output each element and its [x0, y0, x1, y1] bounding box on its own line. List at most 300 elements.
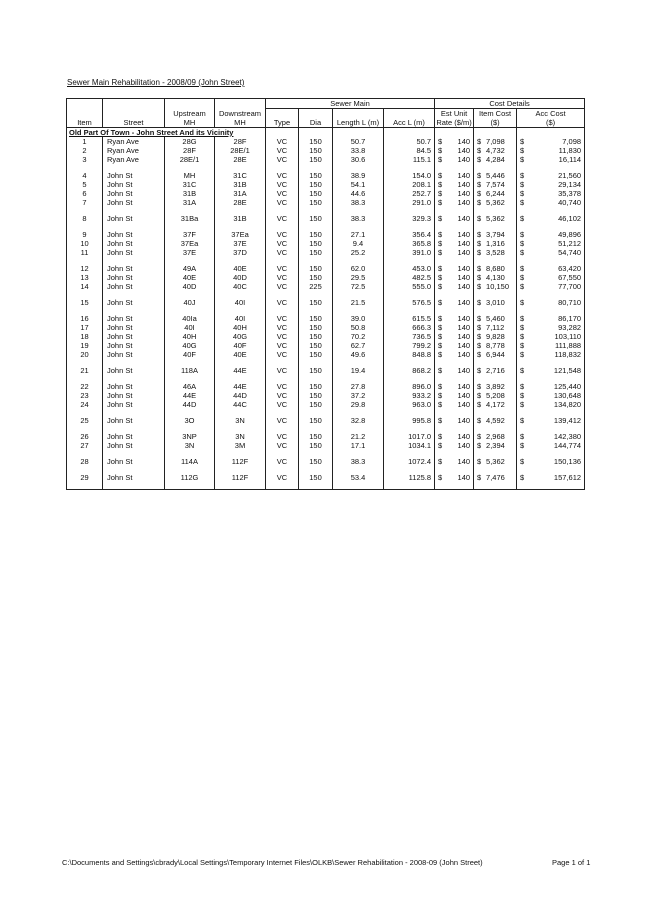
- acc-length-cell: 963.0: [384, 400, 435, 409]
- acc-cost-cell: [517, 400, 585, 409]
- currency-symbol: $: [520, 314, 525, 323]
- acc-cost-cell: [517, 264, 585, 273]
- length-cell: 38.3: [333, 198, 384, 207]
- acc-cost-cell-value: 16,114: [558, 155, 582, 164]
- acc-cost-cell: [517, 189, 585, 198]
- length-cell: 27.8: [333, 382, 384, 391]
- downstream-mh-cell: 31B: [215, 180, 266, 189]
- acc-length-cell: 576.5: [384, 298, 435, 307]
- dia-cell: 150: [299, 146, 333, 155]
- downstream-mh-cell: 44E: [215, 366, 266, 375]
- rate-cell: [435, 273, 474, 282]
- item-cell: 26: [67, 432, 103, 441]
- header-row-2: [67, 109, 585, 119]
- rate-cell-value: 140: [457, 282, 471, 291]
- item-cell: 25: [67, 416, 103, 425]
- rate-cell-value: 140: [457, 350, 471, 359]
- rate-cell: [435, 416, 474, 425]
- downstream-header-2: MH: [215, 118, 266, 128]
- currency-symbol: $: [477, 366, 482, 375]
- street-cell: John St: [103, 341, 165, 350]
- item-cost-cell-value: 5,362: [486, 214, 505, 223]
- upstream-mh-cell: 40J: [165, 298, 215, 307]
- footer-page: Page 1 of 1: [552, 858, 591, 867]
- currency-symbol: $: [477, 273, 482, 282]
- type-cell: VC: [266, 350, 299, 359]
- item-cost-cell-value: 1,316: [486, 239, 505, 248]
- dia-cell: 150: [299, 198, 333, 207]
- street-cell: John St: [103, 198, 165, 207]
- acc-cost-cell-value: 157,612: [553, 473, 582, 482]
- table-row: [67, 155, 585, 164]
- street-cell: John St: [103, 298, 165, 307]
- currency-symbol: $: [477, 432, 482, 441]
- upstream-mh-cell: 28F: [165, 146, 215, 155]
- currency-symbol: $: [438, 180, 443, 189]
- currency-symbol: $: [520, 264, 525, 273]
- type-cell: VC: [266, 323, 299, 332]
- dia-cell: 225: [299, 282, 333, 291]
- item-cost-cell: [474, 137, 517, 146]
- currency-symbol: $: [520, 323, 525, 332]
- upstream-mh-cell: 40G: [165, 341, 215, 350]
- acc-cost-cell: [517, 473, 585, 482]
- length-cell: 21.5: [333, 298, 384, 307]
- upstream-mh-cell: 3N: [165, 441, 215, 450]
- item-cost-cell: [474, 248, 517, 257]
- item-cell: 18: [67, 332, 103, 341]
- acc-cost-header-1: Acc Cost: [517, 109, 585, 119]
- rate-cell: [435, 248, 474, 257]
- table-row: [67, 441, 585, 450]
- acc-length-cell: 933.2: [384, 391, 435, 400]
- dia-cell: 150: [299, 230, 333, 239]
- rate-cell-value: 140: [457, 400, 471, 409]
- type-cell: VC: [266, 416, 299, 425]
- sewer-main-header: Sewer Main: [266, 99, 435, 109]
- table-row: [67, 214, 585, 223]
- currency-symbol: $: [438, 137, 443, 146]
- acc-cost-cell-value: 77,700: [558, 282, 582, 291]
- header-row-1: [67, 99, 585, 109]
- downstream-mh-cell: 3N: [215, 432, 266, 441]
- rate-cell-value: 140: [457, 264, 471, 273]
- currency-symbol: $: [477, 239, 482, 248]
- upstream-mh-cell: 3O: [165, 416, 215, 425]
- downstream-mh-cell: 40F: [215, 341, 266, 350]
- spacer-row: [67, 375, 585, 382]
- dia-cell: 150: [299, 341, 333, 350]
- acc-cost-cell: [517, 382, 585, 391]
- currency-symbol: $: [520, 230, 525, 239]
- currency-symbol: $: [520, 366, 525, 375]
- acc-length-cell: 1017.0: [384, 432, 435, 441]
- dia-cell: 150: [299, 350, 333, 359]
- spacer-row: [67, 425, 585, 432]
- street-cell: John St: [103, 457, 165, 466]
- length-cell: 19.4: [333, 366, 384, 375]
- upstream-mh-cell: 112G: [165, 473, 215, 482]
- item-cell: 29: [67, 473, 103, 482]
- item-cost-cell: [474, 441, 517, 450]
- acc-length-cell: 252.7: [384, 189, 435, 198]
- currency-symbol: $: [438, 273, 443, 282]
- rate-cell: [435, 230, 474, 239]
- item-cost-cell: [474, 189, 517, 198]
- rate-cell-value: 140: [457, 323, 471, 332]
- downstream-mh-cell: 37D: [215, 248, 266, 257]
- acc-cost-cell-value: 139,412: [553, 416, 582, 425]
- type-cell: VC: [266, 473, 299, 482]
- downstream-mh-cell: 37Ea: [215, 230, 266, 239]
- type-cell: VC: [266, 298, 299, 307]
- length-cell: 37.2: [333, 391, 384, 400]
- item-cell: 1: [67, 137, 103, 146]
- length-header: Length L (m): [333, 118, 384, 128]
- currency-symbol: $: [438, 382, 443, 391]
- currency-symbol: $: [477, 400, 482, 409]
- item-cost-cell-value: 3,892: [486, 382, 505, 391]
- street-cell: John St: [103, 323, 165, 332]
- currency-symbol: $: [438, 432, 443, 441]
- table-row: [67, 341, 585, 350]
- table-row: [67, 230, 585, 239]
- length-cell: 49.6: [333, 350, 384, 359]
- acc-cost-cell: [517, 391, 585, 400]
- type-header: Type: [266, 118, 299, 128]
- dia-header: Dia: [299, 118, 333, 128]
- rate-cell: [435, 432, 474, 441]
- table-row: [67, 146, 585, 155]
- acc-length-cell: 736.5: [384, 332, 435, 341]
- currency-symbol: $: [520, 400, 525, 409]
- dia-cell: 150: [299, 323, 333, 332]
- currency-symbol: $: [520, 137, 525, 146]
- item-cell: 8: [67, 214, 103, 223]
- item-cost-header-2: ($): [474, 118, 517, 128]
- downstream-mh-cell: 40E: [215, 350, 266, 359]
- item-cost-cell-value: 2,716: [486, 366, 505, 375]
- length-cell: 32.8: [333, 416, 384, 425]
- type-cell: VC: [266, 214, 299, 223]
- street-cell: John St: [103, 382, 165, 391]
- item-cost-cell-value: 5,446: [486, 171, 505, 180]
- dia-cell: 150: [299, 441, 333, 450]
- item-cost-cell-value: 8,778: [486, 341, 505, 350]
- rate-cell-value: 140: [457, 230, 471, 239]
- item-cell: 20: [67, 350, 103, 359]
- downstream-mh-cell: 44E: [215, 382, 266, 391]
- rate-cell: [435, 264, 474, 273]
- rate-cell: [435, 332, 474, 341]
- item-cost-cell-value: 5,460: [486, 314, 505, 323]
- upstream-mh-cell: 40H: [165, 332, 215, 341]
- acc-length-cell: 84.5: [384, 146, 435, 155]
- currency-symbol: $: [477, 441, 482, 450]
- dia-cell: 150: [299, 332, 333, 341]
- table-row: [67, 350, 585, 359]
- street-cell: John St: [103, 282, 165, 291]
- acc-cost-cell-value: 134,820: [553, 400, 582, 409]
- dia-cell: 150: [299, 416, 333, 425]
- table-row: [67, 248, 585, 257]
- currency-symbol: $: [477, 382, 482, 391]
- rate-cell: [435, 382, 474, 391]
- acc-cost-cell: [517, 416, 585, 425]
- acc-cost-cell: [517, 273, 585, 282]
- upstream-mh-cell: 28G: [165, 137, 215, 146]
- dia-cell: 150: [299, 298, 333, 307]
- length-cell: 72.5: [333, 282, 384, 291]
- dia-cell: 150: [299, 314, 333, 323]
- rate-cell: [435, 214, 474, 223]
- rate-cell-value: 140: [457, 332, 471, 341]
- length-cell: 50.8: [333, 323, 384, 332]
- currency-symbol: $: [438, 171, 443, 180]
- currency-symbol: $: [438, 239, 443, 248]
- acc-length-cell: 115.1: [384, 155, 435, 164]
- currency-symbol: $: [520, 214, 525, 223]
- rate-cell-value: 140: [457, 155, 471, 164]
- downstream-mh-cell: 28E: [215, 198, 266, 207]
- acc-cost-cell-value: 150,136: [553, 457, 582, 466]
- currency-symbol: $: [438, 264, 443, 273]
- item-cost-cell: [474, 382, 517, 391]
- acc-length-cell: 391.0: [384, 248, 435, 257]
- street-cell: John St: [103, 473, 165, 482]
- dia-cell: 150: [299, 189, 333, 198]
- currency-symbol: $: [520, 146, 525, 155]
- item-cost-cell: [474, 400, 517, 409]
- acc-cost-cell: [517, 332, 585, 341]
- dia-cell: 150: [299, 432, 333, 441]
- currency-symbol: $: [477, 146, 482, 155]
- acc-length-header: Acc L (m): [384, 118, 435, 128]
- dia-cell: 150: [299, 264, 333, 273]
- rate-cell-value: 140: [457, 441, 471, 450]
- street-cell: John St: [103, 214, 165, 223]
- currency-symbol: $: [520, 350, 525, 359]
- table-row: [67, 298, 585, 307]
- dia-cell: 150: [299, 473, 333, 482]
- acc-length-cell: 365.8: [384, 239, 435, 248]
- acc-cost-cell-value: 121,548: [553, 366, 582, 375]
- currency-symbol: $: [520, 189, 525, 198]
- street-cell: John St: [103, 432, 165, 441]
- table-row: [67, 457, 585, 466]
- dia-cell: 150: [299, 171, 333, 180]
- item-cost-cell: [474, 332, 517, 341]
- type-cell: VC: [266, 230, 299, 239]
- dia-cell: 150: [299, 382, 333, 391]
- item-cost-cell: [474, 473, 517, 482]
- length-cell: 29.8: [333, 400, 384, 409]
- acc-cost-cell: [517, 282, 585, 291]
- rate-cell: [435, 282, 474, 291]
- section-row: [67, 128, 585, 138]
- acc-cost-cell-value: 54,740: [558, 248, 582, 257]
- item-cost-cell-value: 5,362: [486, 457, 505, 466]
- street-cell: John St: [103, 391, 165, 400]
- street-cell: John St: [103, 366, 165, 375]
- downstream-mh-cell: 40C: [215, 282, 266, 291]
- downstream-mh-cell: 31B: [215, 214, 266, 223]
- currency-symbol: $: [438, 314, 443, 323]
- acc-length-cell: 291.0: [384, 198, 435, 207]
- item-cost-cell-value: 7,574: [486, 180, 505, 189]
- table-row: [67, 314, 585, 323]
- currency-symbol: $: [438, 400, 443, 409]
- acc-length-cell: 799.2: [384, 341, 435, 350]
- acc-length-cell: 1125.8: [384, 473, 435, 482]
- type-cell: VC: [266, 332, 299, 341]
- item-cost-cell-value: 3,794: [486, 230, 505, 239]
- type-cell: VC: [266, 432, 299, 441]
- currency-symbol: $: [520, 457, 525, 466]
- item-cell: 14: [67, 282, 103, 291]
- item-cost-cell-value: 5,362: [486, 198, 505, 207]
- type-cell: VC: [266, 146, 299, 155]
- item-cell: 11: [67, 248, 103, 257]
- spacer-row: [67, 307, 585, 314]
- acc-length-cell: 453.0: [384, 264, 435, 273]
- currency-symbol: $: [477, 248, 482, 257]
- acc-cost-cell-value: 111,888: [555, 341, 582, 350]
- downstream-mh-cell: 40D: [215, 273, 266, 282]
- type-cell: VC: [266, 400, 299, 409]
- item-cost-cell: [474, 323, 517, 332]
- length-cell: 17.1: [333, 441, 384, 450]
- rate-cell-value: 140: [457, 314, 471, 323]
- acc-cost-cell: [517, 214, 585, 223]
- item-cost-cell-value: 4,592: [486, 416, 505, 425]
- downstream-mh-cell: 31A: [215, 189, 266, 198]
- acc-cost-cell: [517, 314, 585, 323]
- acc-cost-cell-value: 29,134: [558, 180, 582, 189]
- item-cost-cell-value: 9,828: [486, 332, 505, 341]
- currency-symbol: $: [477, 264, 482, 273]
- length-cell: 29.5: [333, 273, 384, 282]
- item-cell: 15: [67, 298, 103, 307]
- dia-cell: 150: [299, 137, 333, 146]
- rate-cell: [435, 457, 474, 466]
- currency-symbol: $: [438, 341, 443, 350]
- acc-cost-header-2: ($): [517, 118, 585, 128]
- street-cell: John St: [103, 400, 165, 409]
- rate-cell-value: 140: [457, 198, 471, 207]
- currency-symbol: $: [438, 198, 443, 207]
- type-cell: VC: [266, 264, 299, 273]
- currency-symbol: $: [477, 314, 482, 323]
- upstream-mh-cell: 40I: [165, 323, 215, 332]
- acc-length-cell: 555.0: [384, 282, 435, 291]
- length-cell: 70.2: [333, 332, 384, 341]
- length-cell: 25.2: [333, 248, 384, 257]
- rate-cell-value: 140: [457, 171, 471, 180]
- type-cell: VC: [266, 441, 299, 450]
- type-cell: VC: [266, 137, 299, 146]
- rate-cell-value: 140: [457, 146, 471, 155]
- length-cell: 39.0: [333, 314, 384, 323]
- rate-cell: [435, 239, 474, 248]
- rate-cell: [435, 341, 474, 350]
- spacer-row: [67, 409, 585, 416]
- upstream-mh-cell: 44D: [165, 400, 215, 409]
- item-cell: 22: [67, 382, 103, 391]
- spacer-row: [67, 223, 585, 230]
- type-cell: VC: [266, 366, 299, 375]
- rate-cell-value: 140: [457, 432, 471, 441]
- currency-symbol: $: [477, 323, 482, 332]
- rate-cell-value: 140: [457, 341, 471, 350]
- item-cell: 12: [67, 264, 103, 273]
- item-cell: 24: [67, 400, 103, 409]
- item-cost-cell-value: 3,528: [486, 248, 505, 257]
- table-row: [67, 400, 585, 409]
- street-cell: John St: [103, 416, 165, 425]
- acc-cost-cell: [517, 441, 585, 450]
- currency-symbol: $: [477, 137, 482, 146]
- item-cell: 3: [67, 155, 103, 164]
- acc-length-cell: 896.0: [384, 382, 435, 391]
- type-cell: VC: [266, 457, 299, 466]
- upstream-mh-cell: 31Ba: [165, 214, 215, 223]
- currency-symbol: $: [520, 298, 525, 307]
- rate-cell-value: 140: [457, 416, 471, 425]
- rate-cell: [435, 391, 474, 400]
- item-cell: 13: [67, 273, 103, 282]
- item-cost-cell-value: 10,150: [486, 282, 509, 291]
- item-cell: 17: [67, 323, 103, 332]
- item-cost-cell-value: 5,208: [486, 391, 505, 400]
- currency-symbol: $: [438, 332, 443, 341]
- rate-cell-value: 140: [457, 189, 471, 198]
- cost-details-header: Cost Details: [435, 99, 585, 109]
- est-unit-header-1: Est Unit: [435, 109, 474, 119]
- length-cell: 9.4: [333, 239, 384, 248]
- acc-cost-cell: [517, 137, 585, 146]
- acc-cost-cell: [517, 341, 585, 350]
- upstream-mh-cell: 40F: [165, 350, 215, 359]
- currency-symbol: $: [438, 457, 443, 466]
- currency-symbol: $: [520, 432, 525, 441]
- acc-cost-cell: [517, 298, 585, 307]
- rate-cell: [435, 146, 474, 155]
- currency-symbol: $: [438, 146, 443, 155]
- table-row: [67, 171, 585, 180]
- downstream-mh-cell: 3N: [215, 416, 266, 425]
- acc-length-cell: 356.4: [384, 230, 435, 239]
- document-title: Sewer Main Rehabilitation - 2008/09 (John Street): [67, 78, 245, 87]
- rate-cell: [435, 323, 474, 332]
- length-cell: 54.1: [333, 180, 384, 189]
- dia-cell: 150: [299, 391, 333, 400]
- upstream-mh-cell: 118A: [165, 366, 215, 375]
- dia-cell: 150: [299, 273, 333, 282]
- downstream-mh-cell: 40I: [215, 314, 266, 323]
- acc-cost-cell-value: 103,110: [554, 332, 582, 341]
- type-cell: VC: [266, 282, 299, 291]
- downstream-mh-cell: 44D: [215, 391, 266, 400]
- acc-cost-cell-value: 11,830: [558, 146, 582, 155]
- item-cost-cell: [474, 146, 517, 155]
- upstream-mh-cell: 31A: [165, 198, 215, 207]
- currency-symbol: $: [520, 416, 525, 425]
- length-cell: 53.4: [333, 473, 384, 482]
- table-row: [67, 432, 585, 441]
- acc-length-cell: 482.5: [384, 273, 435, 282]
- type-cell: VC: [266, 341, 299, 350]
